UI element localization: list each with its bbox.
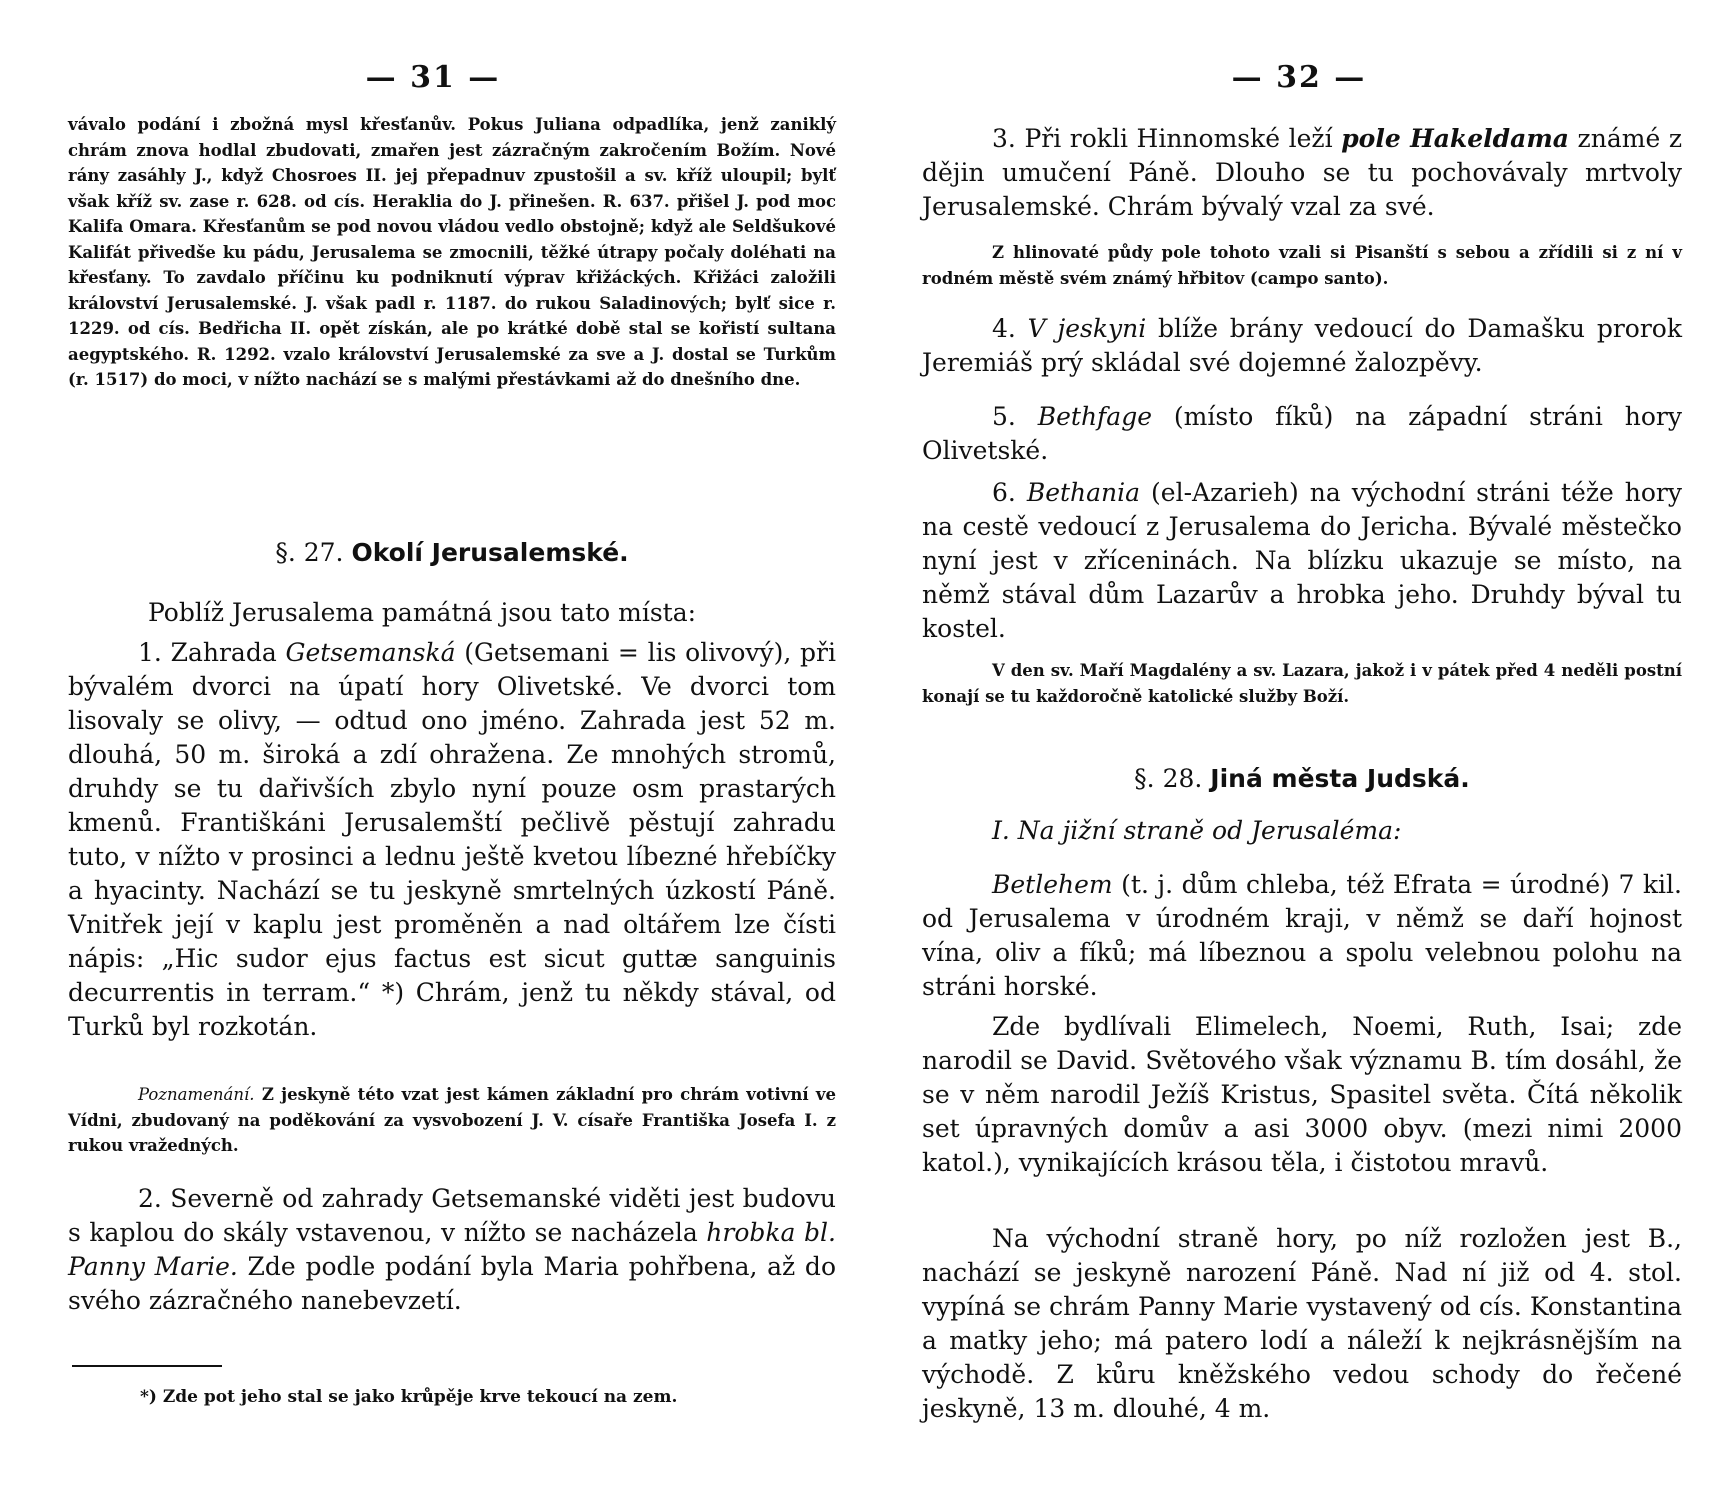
note-label: Poznamenání. — [138, 1085, 255, 1104]
intro-paragraph — [68, 112, 836, 393]
item-6-small: V den sv. Maří Magdalény a sv. Lazara, jakož i v pátek před 4 neděli postní konají se tu každoročně katolické služby Boží. — [922, 661, 1682, 706]
item-1-name: Getsemanská — [285, 638, 456, 667]
item-5-paragraph — [922, 400, 1682, 468]
cave-text: Na východní straně hory, po níž rozložen jest B., nachází se jeskyně narození Páně. Nad ní již od 4. stol. vypíná se chrám Panny Marie vystavený od cís. Konstantina a matky jeho; má patero lodí a náleží k nejkrásnějším na východě. Z kůru kněžského vedou schody do řečené jeskyně, 13 m. dlouhé, 4 m. — [922, 1224, 1682, 1423]
item-3-a: 3. Při rokli Hinnomské leží — [992, 124, 1342, 153]
item-5-b: (místo fíků) na západní stráni hory Olivetské. — [922, 402, 1682, 465]
item-4-paragraph — [922, 312, 1682, 380]
item-6-b: (el-Azarieh) na východní stráni téže hory na cestě vedoucí z Jerusalema do Jericha. Bývalé městečko nyní jest v zříceninách. Na blízku ukazuje se místo, na němž stával dům Lazarův a hrobka jeho. Druhdy býval tu kostel. — [922, 478, 1682, 643]
betlehem-paragraph — [922, 868, 1682, 1004]
note-paragraph — [68, 1082, 836, 1159]
betlehem-name: Betlehem — [992, 870, 1113, 899]
subheading — [922, 814, 1682, 848]
page-number: — 32 — — [1231, 60, 1367, 95]
betlehem-text: (t. j. dům chleba, též Efrata = úrodné) 7 kil. od Jerusalema v úrodném kraji, v němž se daří hojnost vína, oliv a fíků; má líbeznou a spolu velebnou polohu na stráni horské. — [922, 870, 1682, 1001]
lead-paragraph — [68, 596, 836, 630]
intro-text: vávalo podání i zbožná mysl křesťanův. Pokus Juliana odpadlíka, jenž zaniklý chrám znova hodlal zbudovati, zmařen jest zázračným zakročením Božím. Nové rány zasáhly J., když Chosroes II. jej přepadnuv zpustošil a sv. kříž uloupil; bylť však kříž sv. zase r. 628. od cís. Heraklia do J. přinešen. R. 637. přišel J. pod moc Kalifa Omara. Křesťanům se pod novou vládou vedlo obstojně; když ale Seldšukové Kalifát přivedše ku pádu, Jerusalema se zmocnili, těžké útrapy počaly doléhati na křesťany. To zavdalo příčinu ku podniknutí výprav křižáckých. Křižáci založili království Jerusalemské. J. však padl r. 1187. do rukou Saladinových; bylť sice r. 1229. od cís. Bedřicha II. opět získán, ale po krátké době stal se kořistí sultana aegyptského. R. 1292. vzalo království Jerusalemské za sve a J. dostal se Turkům (r. 1517) do moci, v nížto nachází se s malými přestávkami až do dnešního dne. — [68, 115, 836, 389]
history-paragraph — [922, 1010, 1682, 1180]
item-6-paragraph — [922, 476, 1682, 646]
right-page — [866, 0, 1732, 1500]
item-4-italic: V jeskyni — [1027, 314, 1147, 343]
section-heading — [922, 762, 1682, 796]
section-number: §. 28. — [1134, 764, 1203, 793]
item-3-note — [922, 240, 1682, 291]
item-3-paragraph — [922, 122, 1682, 224]
item-3-italic: pole Hakeldama — [1341, 124, 1569, 153]
item-1-number: 1. Zahrada — [138, 638, 286, 667]
item-3-b: známé z dějin umučení Páně. Dlouho se tu pochovávaly mrtvoly Jerusalemské. Chrám bývalý vzal za své. — [922, 124, 1682, 221]
section-number: §. 27. — [275, 538, 344, 567]
lead-text: Poblíž Jerusalema památná jsou tato místa: — [148, 598, 697, 627]
page-number: — 31 — — [365, 60, 501, 95]
section-title: Jiná města Judská. — [1210, 764, 1470, 793]
item-2-text-b: Zde podle podání byla Maria pohřbena, až do svého zázračného nanebevzetí. — [68, 1252, 836, 1315]
item-2-text-a: 2. Severně od zahrady Getsemanské viděti jest budovu s kaplou do skály vstavenou, v nížto se nacházela — [68, 1184, 836, 1247]
item-5-a: 5. — [992, 402, 1038, 431]
section-heading — [68, 536, 836, 570]
item-3-small: Z hlinovaté půdy pole tohoto vzali si Pisanští s sebou a zřídili si z ní v rodném městě svém známý hřbitov (campo santo). — [922, 243, 1682, 288]
item-2-italic: hrobka bl. Panny Marie. — [68, 1218, 836, 1281]
footnote — [140, 1385, 840, 1409]
note-text: Z jeskyně této vzat jest kámen základní pro chrám votivní ve Vídni, zbudovaný na poděkování za vysvobození J. V. císaře Františka Josefa I. z rukou vražedných. — [68, 1085, 836, 1155]
item-6-a: 6. — [992, 478, 1027, 507]
item-1-paragraph — [68, 636, 836, 1044]
item-6-note — [922, 658, 1682, 709]
footnote-text: *) Zde pot jeho stal se jako krůpěje krve tekoucí na zem. — [140, 1387, 678, 1407]
item-4-a: 4. — [992, 314, 1028, 343]
item-4-b: blíže brány vedoucí do Damašku prorok Jeremiáš prý skládal své dojemné žalozpěvy. — [922, 314, 1682, 377]
item-6-italic: Bethania — [1026, 478, 1141, 507]
item-2-paragraph — [68, 1182, 836, 1318]
subheading-text: I. Na jižní straně od Jerusaléma: — [992, 816, 1402, 845]
cave-paragraph — [922, 1222, 1682, 1426]
item-5-italic: Bethfage — [1037, 402, 1153, 431]
footnote-rule — [72, 1365, 222, 1367]
history-text: Zde bydlívali Elimelech, Noemi, Ruth, Isai; zde narodil se David. Světového však významu B. tím dosáhl, že se v něm narodil Ježíš Kristus, Spasitel světa. Čítá několik set úpravných domův a asi 3000 obyv. (mezi nimi 2000 katol.), vynikajících krásou těla, i čistotou mravů. — [922, 1012, 1682, 1177]
item-1-text: (Getsemani = lis olivový), při bývalém dvorci na úpatí hory Olivetské. Ve dvorci tom lisovaly se olivy, — odtud ono jméno. Zahrada jest 52 m. dlouhá, 50 m. široká a zdí ohražena. Ze mnohých stromů, druhdy se tu dařivších zbylo nyní pouze osm prastarých kmenů. Františkáni Jerusalemští pečlivě pěstují zahradu tuto, v nížto v prosinci a lednu ještě kvetou líbezné hřebíčky a hyacinty. Nachází se tu jeskyně smrtelných úzkostí Páně. Vnitřek její v kaplu jest proměněn a nad oltářem lze čísti nápis: „Hic sudor ejus factus est sicut guttæ sanguinis decurrentis in terram.“ *) Chrám, jenž tu někdy stával, od Turků byl rozkotán. — [68, 638, 837, 1041]
section-title: Okolí Jerusalemské. — [351, 538, 629, 567]
